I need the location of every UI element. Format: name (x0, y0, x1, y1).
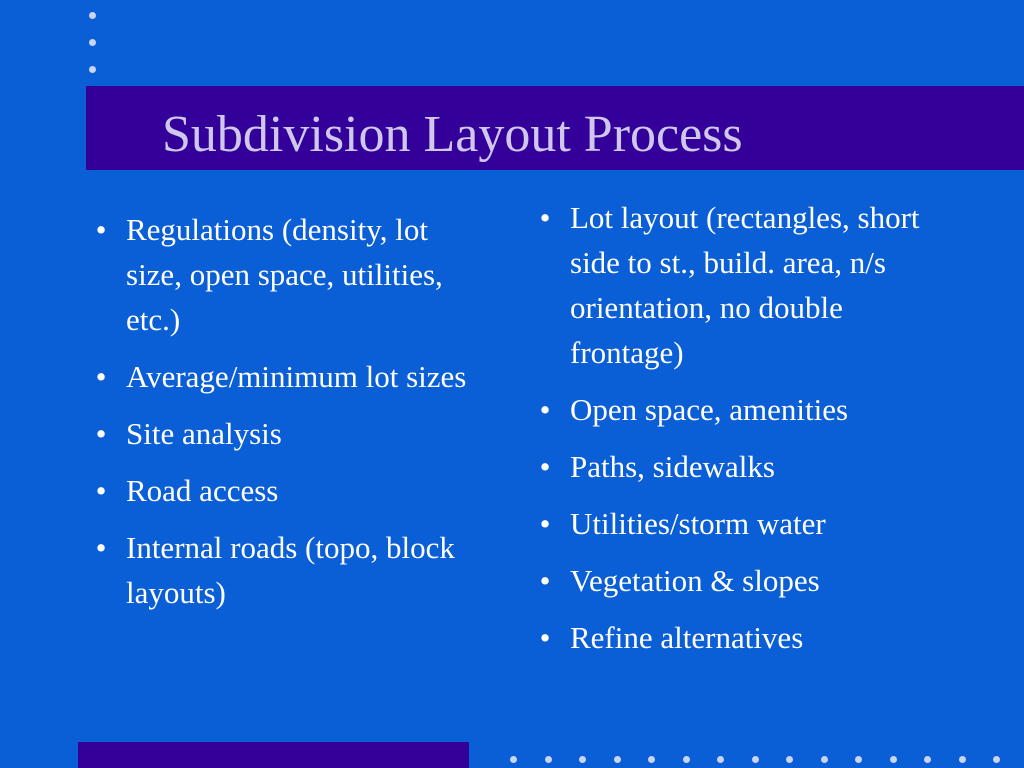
decor-dot (752, 756, 759, 763)
left-bullet-list (86, 207, 481, 627)
bottom-band (78, 742, 469, 768)
bullet-text: Average/minimum lot sizes (126, 359, 467, 394)
bullet-text: Paths, sidewalks (570, 449, 775, 484)
decor-dot (89, 12, 96, 19)
decor-dot (89, 39, 96, 46)
bullet-marker: • (95, 212, 107, 247)
decor-dot (717, 756, 724, 763)
decor-dot (648, 756, 655, 763)
bullet-text: Site analysis (126, 416, 282, 451)
bullet-text: Utilities/storm water (570, 506, 826, 541)
decor-dot (579, 756, 586, 763)
bullet-text: Regulations (density, lot size, open space, utilities, etc.) (126, 212, 443, 337)
bullet-marker: • (539, 449, 551, 484)
bullet-text: Refine alternatives (570, 620, 804, 655)
bullet-item (530, 615, 950, 660)
bullet-text: Road access (126, 473, 279, 508)
right-bullet-list (530, 195, 950, 672)
bullet-item (530, 444, 950, 489)
decor-dot (855, 756, 862, 763)
bullet-marker: • (539, 506, 551, 541)
bullet-item (86, 354, 481, 399)
bullet-marker: • (95, 416, 107, 451)
bullet-marker: • (95, 359, 107, 394)
decor-dot (786, 756, 793, 763)
decor-dot (993, 756, 1000, 763)
bullet-marker: • (539, 200, 551, 235)
bullet-marker: • (95, 473, 107, 508)
decor-dot (890, 756, 897, 763)
decor-dot (614, 756, 621, 763)
bullet-marker: • (539, 620, 551, 655)
bullet-marker: • (95, 530, 107, 565)
bullet-item (86, 525, 481, 615)
bullet-text: Open space, amenities (570, 392, 849, 427)
decor-dot (510, 756, 517, 763)
bullet-text: Vegetation & slopes (570, 563, 820, 598)
bottom-dot-decoration (510, 756, 1024, 763)
bullet-marker: • (539, 563, 551, 598)
bullet-marker: • (539, 392, 551, 427)
decor-dot (89, 66, 96, 73)
bullet-item (530, 195, 950, 375)
top-dot-decoration (89, 12, 96, 93)
slide-title: Subdivision Layout Process (162, 106, 743, 163)
bullet-item (530, 501, 950, 546)
decor-dot (683, 756, 690, 763)
bullet-text: Lot layout (rectangles, short side to st., build. area, n/s orientation, no double frontage) (570, 200, 920, 370)
decor-dot (924, 756, 931, 763)
bullet-item (86, 468, 481, 513)
bullet-text: Internal roads (topo, block layouts) (126, 530, 455, 610)
decor-dot (545, 756, 552, 763)
decor-dot (821, 756, 828, 763)
bullet-item (530, 558, 950, 603)
decor-dot (959, 756, 966, 763)
bullet-item (86, 411, 481, 456)
bullet-item (530, 387, 950, 432)
bullet-item (86, 207, 481, 342)
